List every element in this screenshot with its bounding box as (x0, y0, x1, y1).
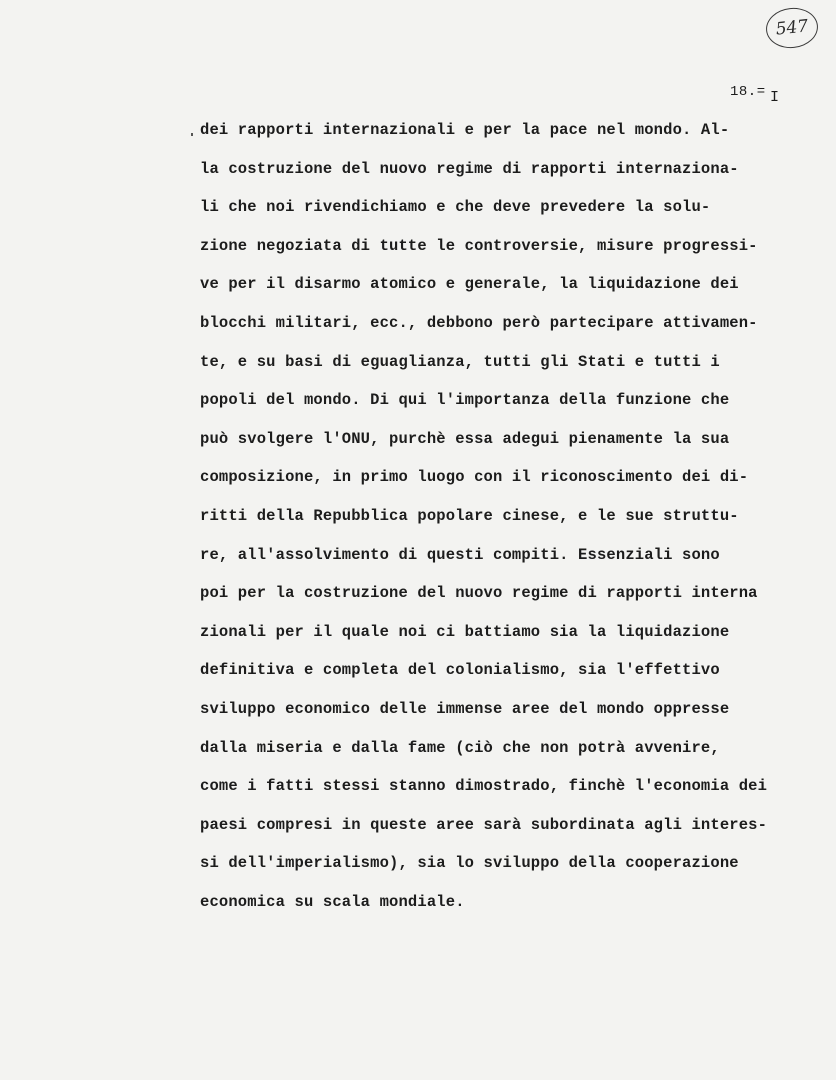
text-line: economica su scala mondiale. (200, 892, 465, 911)
text-line: sviluppo economico delle immense aree del mondo oppresse (200, 699, 730, 718)
text-line: può svolgere l'ONU, purchè essa adegui pienamente la sua (200, 429, 730, 448)
text-line: come i fatti stessi stanno dimostrado, finchè l'economia dei (200, 777, 768, 796)
typed-text-body (200, 120, 810, 930)
text-line: paesi compresi in queste aree sarà subordinata agli interes- (200, 815, 768, 834)
text-line: zione negoziata di tutte le controversie, misure progressi- (200, 236, 758, 255)
text-line: si dell'imperialismo), sia lo sviluppo della cooperazione (200, 854, 739, 873)
text-line: ve per il disarmo atomico e generale, la liquidazione dei (200, 275, 739, 294)
text-line: dalla miseria e dalla fame (ciò che non potrà avvenire, (200, 738, 720, 757)
text-line: re, all'assolvimento di questi compiti. Essenziali sono (200, 545, 720, 564)
text-line: definitiva e completa del colonialismo, sia l'effettivo (200, 661, 720, 680)
text-line: zionali per il quale noi ci battiamo sia la liquidazione (200, 622, 730, 641)
page-number-suffix: I (770, 89, 780, 106)
margin-mark (191, 133, 193, 136)
page-number: 18.= (730, 84, 766, 100)
text-line: li che noi rivendichiamo e che deve prevedere la solu- (200, 198, 711, 217)
archive-stamp-number: 547 (774, 16, 810, 40)
text-line: dei rapporti internazionali e per la pace nel mondo. Al- (200, 121, 730, 139)
text-line: te, e su basi di eguaglianza, tutti gli Stati e tutti i (200, 352, 720, 371)
text-line: composizione, in primo luogo con il riconoscimento dei di- (200, 468, 749, 487)
archive-stamp (764, 5, 820, 50)
text-line: ritti della Repubblica popolare cinese, e le sue struttu- (200, 506, 739, 525)
text-line: la costruzione del nuovo regime di rapporti internaziona- (200, 159, 739, 178)
text-line: blocchi militari, ecc., debbono però partecipare attivamen- (200, 313, 758, 332)
text-line: poi per la costruzione del nuovo regime di rapporti interna (200, 584, 758, 603)
text-line: popoli del mondo. Di qui l'importanza della funzione che (200, 391, 730, 410)
